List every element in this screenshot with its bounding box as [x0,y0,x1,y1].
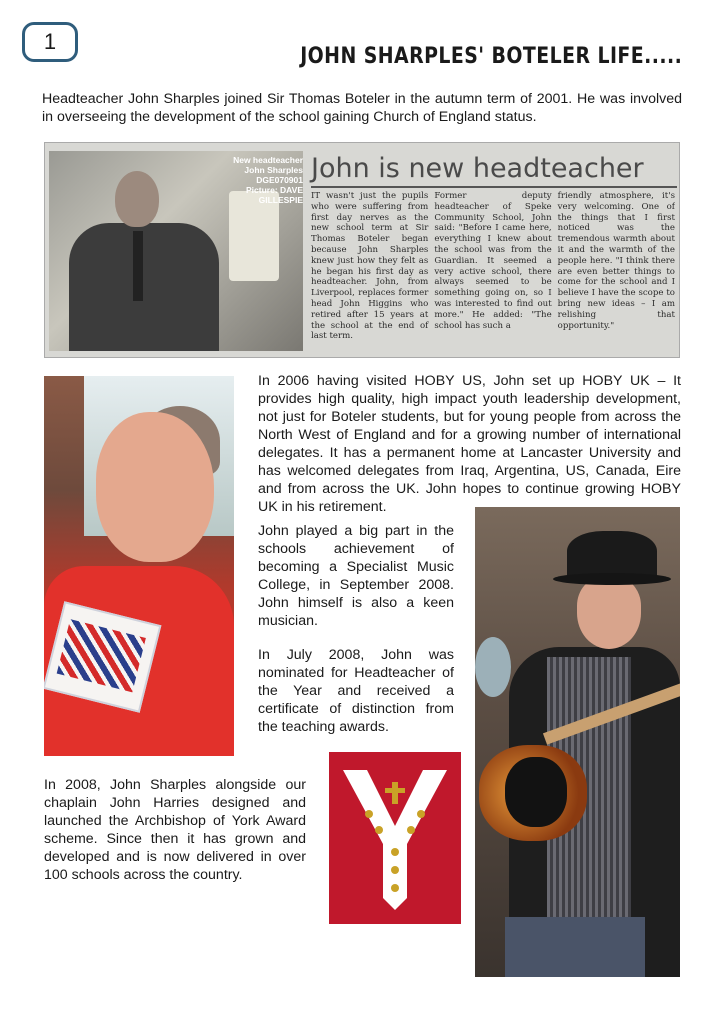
intro-paragraph: Headteacher John Sharples joined Sir Thomas Boteler in the autumn term of 2001. He was involved in overseeing the development of the school gaining Church of England status. [42,91,682,125]
page-number-badge [22,22,78,62]
clipping-column-2: Former deputy headteacher of Speke Community School, John said: "Before I came here, everything I knew about the school was from the Guardian. It seemed a very active school, there always seemed to be something going on, so I was interested to find out more." He added: "The school has such a [434,191,552,331]
newspaper-clipping [44,142,680,358]
hoby-paragraph: In 2006 having visited HOBY US, John set up HOBY UK – It provides high quality, high impact youth leadership development, not just for Boteler students, but for young people from across the North West of England and for a growing number of international delegates. It has a permanent home at Lancaster University and has welcomed delegates from Iraq, Argentina, US, Canada, Eire and from across the UK. John hopes to continue growing HOBY UK in his retirement. [258,373,681,515]
york-award-logo [329,752,461,924]
page-number: 1 [43,29,57,54]
clipping-column-1: IT wasn't just the pupils who were suffering from first day nerves as the new school term at Sir Thomas Boteler began because John Sharples knew just how they felt as he began his first day as headteacher. John, from Liverpool, replaces former head John Higgins who retired after 15 years at the school at the end of last term. [311,191,429,342]
music-paragraph: John played a big part in the schools achievement of becoming a Specialist Music College, in September 2008. John himself is also a keen musician. [258,523,454,629]
clipping-photo [49,151,303,351]
page-title: JOHN SHARPLES' BOTELER LIFE..... [299,44,682,69]
clipping-caption: New headteacher John Sharples DGE070901 Picture: DAVE GILLESPIE [233,155,303,205]
clipping-headline: John is new headteacher [311,153,677,188]
clipping-column-3: friendly atmosphere, it's very welcoming. One of the things that I first noticed was the tremendous warmth about it and the warmth of the people here. "I think there are even better things to come for the school and I believe I have the scope to bring new ideas – I am relishing that opportunity." [557,191,675,331]
hoby-photo [44,376,234,756]
clipping-columns [311,191,675,355]
guitar-photo [475,507,680,977]
york-award-paragraph: In 2008, John Sharples alongside our chaplain John Harries designed and launched the Archbishop of York Award scheme. Since then it has grown and developed and is now delivered in over 100 schools across the country. [44,777,306,883]
award-paragraph: In July 2008, John was nominated for Headteacher of the Year and received a certificate of distinction from the teaching awards. [258,647,454,735]
